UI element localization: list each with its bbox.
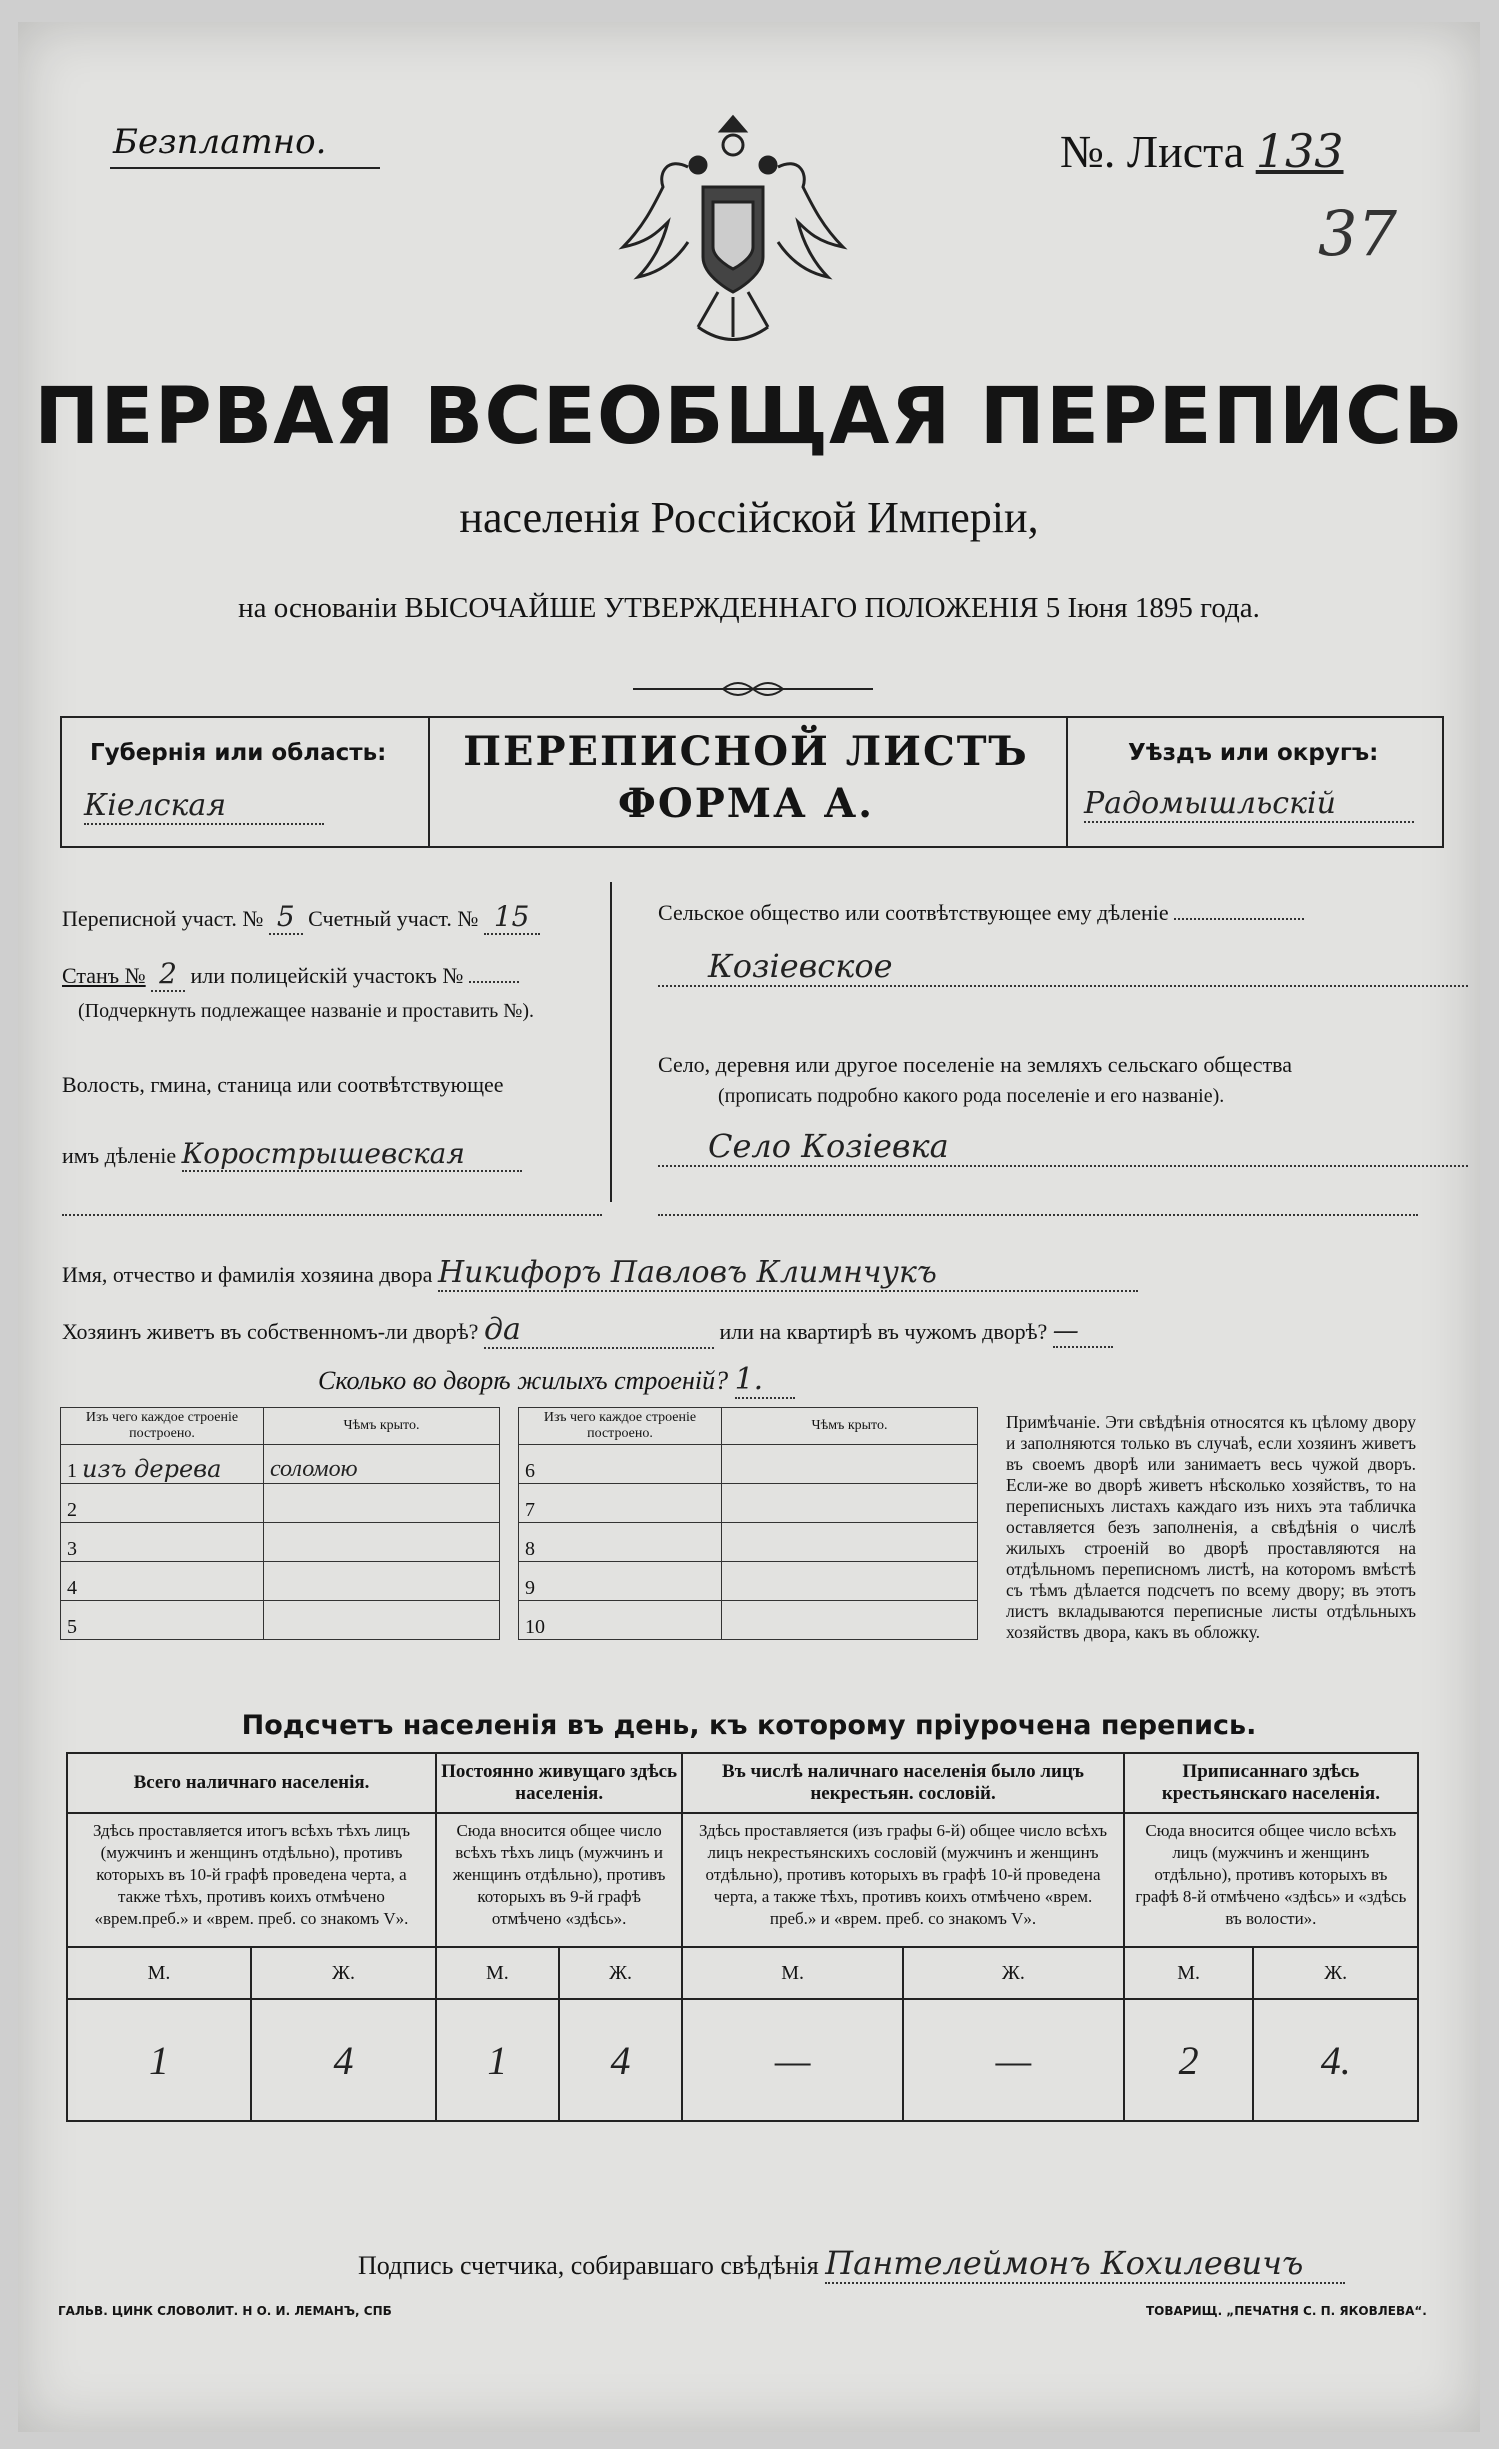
buildings-line — [318, 1362, 795, 1399]
row-roof — [722, 1523, 978, 1562]
stan-label: Станъ № — [62, 963, 146, 988]
table-row — [61, 1601, 500, 1640]
owner-rent-value: — — [1053, 1316, 1113, 1348]
pop-header-2: Постоянно живущаго здѣсь населенія. — [436, 1753, 682, 1813]
table-row — [61, 1445, 500, 1484]
pop-header-3: Въ числѣ наличнаго населенія было лицъ некрестьян. сословій. — [682, 1753, 1124, 1813]
male-label: М. — [1124, 1947, 1254, 1999]
table-row — [519, 1445, 978, 1484]
pop-desc-3: Здѣсь проставляется (изъ графы 6-й) общее число всѣхъ лицъ некрестьянскихъ сословій (мужчинъ и женщинъ отдѣльно), противъ которыхъ въ графѣ 10-й проведена черта, а также тѣхъ, противъ коихъ отмѣчено «врем. преб.» и «врем. преб. со знакомъ V». — [682, 1813, 1124, 1947]
male-label: М. — [682, 1947, 903, 1999]
uezd-label: Уѣздъ или округъ: — [1128, 740, 1379, 766]
society-value: Козіевское — [658, 947, 1468, 987]
gubernia-box — [60, 716, 430, 848]
society-blank — [1174, 918, 1304, 920]
row-number: 2 — [67, 1499, 77, 1521]
female-label: Ж. — [903, 1947, 1124, 1999]
row-roof — [722, 1445, 978, 1484]
material-header: Изъ чего каждое строеніе построено. — [61, 1408, 264, 1445]
table-row — [61, 1562, 500, 1601]
stan-line — [62, 957, 519, 990]
row-number: 6 — [519, 1445, 722, 1484]
table-row — [61, 1484, 500, 1523]
row-number: 10 — [519, 1601, 722, 1640]
pop-value-f-4: 4. — [1253, 1999, 1418, 2121]
imprint-left: ГАЛЬВ. ЦИНК СЛОВОЛИТ. Н О. И. ЛЕМАНЪ, СПБ — [58, 2304, 392, 2318]
pop-header-1: Всего наличнаго населенія. — [67, 1753, 436, 1813]
village-value: Село Козіевка — [658, 1127, 1468, 1167]
buildings-table-left — [60, 1407, 500, 1640]
census-district-value: 5 — [269, 900, 303, 935]
free-underline — [110, 167, 380, 169]
female-label: Ж. — [559, 1947, 682, 1999]
pop-value-m-3: — — [682, 1999, 903, 2121]
stan-note: (Подчеркнуть подлежащее названіе и проставить №). — [78, 1000, 534, 1022]
signature-line — [358, 2244, 1345, 2284]
row-number: 8 — [519, 1523, 722, 1562]
table-row — [519, 1562, 978, 1601]
female-label: Ж. — [251, 1947, 436, 1999]
pop-value-m-2: 1 — [436, 1999, 559, 2121]
row-number: 9 — [519, 1562, 722, 1601]
pop-header-4: Приписаннаго здѣсь крестьянскаго населенія. — [1124, 1753, 1418, 1813]
row-roof — [264, 1484, 500, 1523]
row-roof — [264, 1523, 500, 1562]
pop-desc-2: Сюда вносится общее число всѣхъ тѣхъ лицъ (мужчинъ и женщинъ отдѣльно), противъ которыхъ въ 9-й графѣ отмѣчено «здѣсь». — [436, 1813, 682, 1947]
row-roof — [264, 1562, 500, 1601]
row-number: 7 — [519, 1484, 722, 1523]
village-label: Село, деревня или другое поселеніе на земляхъ сельскаго общества — [658, 1052, 1293, 1077]
row-number: 5 — [67, 1616, 77, 1638]
signature-value: Пантелеймонъ Кохилевичъ — [825, 2244, 1345, 2284]
counting-district-value: 15 — [484, 900, 540, 935]
row-roof: соломою — [264, 1445, 500, 1484]
stan-blank — [469, 981, 519, 983]
table-row — [61, 1523, 500, 1562]
gubernia-label: Губернія или область: — [90, 740, 387, 766]
imprint-right: ТОВАРИЩ. „ПЕЧАТНЯ С. П. ЯКОВЛЕВА“. — [1146, 2304, 1427, 2318]
decree-line: на основаніи ВЫСОЧАЙШЕ УТВЕРЖДЕННАГО ПОЛОЖЕНІЯ 5 Іюня 1895 года. — [238, 592, 1260, 624]
table-row — [519, 1601, 978, 1640]
row-number: 1 — [67, 1460, 77, 1482]
form-label: ФОРМА А. — [617, 780, 875, 827]
table-row — [519, 1523, 978, 1562]
owner-name-line — [62, 1255, 1138, 1292]
census-sheet — [18, 22, 1480, 2432]
stan-value: 2 — [151, 957, 185, 992]
ornament-divider — [633, 677, 873, 701]
free-label: Безплатно. — [113, 122, 327, 162]
sheet-number-label — [1060, 124, 1344, 178]
male-label: М. — [67, 1947, 251, 1999]
row-roof — [264, 1601, 500, 1640]
village-note: (прописать подробно какого рода поселеніе и его названіе). — [718, 1085, 1225, 1107]
owner-lives-value: да — [484, 1312, 714, 1349]
society-label-text: Сельское общество или соотвѣтствующее ему дѣленіе — [658, 900, 1169, 925]
note-text: Примѣчаніе. Эти свѣдѣнія относятся къ цѣлому двору и заполняются только въ случаѣ, если хозяинъ живетъ въ своемъ дворѣ или занимаетъ весь чужой дворъ. Если-же во дворѣ живетъ нѣсколько хозяйствъ, то на переписныхъ листахъ каждаго изъ нихъ эта табличка оставляется безъ заполненія, а свѣдѣнія о числѣ жилыхъ строеній во дворѣ проставляются на отдѣльномъ переписномъ листѣ, на которомъ вмѣстѣ съ тѣмъ дѣлается подсчетъ по всему двору; въ этотъ листъ вкладываются переписные листы отдѣльныхъ хозяйствъ двора, какъ въ обложку. — [1006, 1412, 1416, 1642]
column-divider — [610, 882, 612, 1202]
sheet-title: ПЕРЕПИСНОЙ ЛИСТЪ — [463, 728, 1029, 775]
row-number: 3 — [67, 1538, 77, 1560]
buildings-value: 1. — [735, 1362, 795, 1399]
stan-rest: или полицейскій участокъ № — [190, 963, 464, 988]
signature-label: Подпись счетчика, собиравшаго свѣдѣнія — [358, 2251, 819, 2280]
buildings-label: Сколько во дворѣ жилыхъ строеній? — [318, 1366, 729, 1395]
counting-district-label: Счетный участ. № — [308, 906, 479, 931]
uezd-box — [1066, 716, 1444, 848]
sheet-title-box — [426, 716, 1066, 848]
page-title: ПЕРВАЯ ВСЕОБЩАЯ ПЕРЕПИСЬ — [34, 372, 1464, 462]
volost-blank-line — [62, 1214, 602, 1216]
row-material: изъ дерева — [82, 1455, 222, 1483]
pop-value-f-1: 4 — [251, 1999, 436, 2121]
society-label — [658, 900, 1304, 926]
uezd-value: Радомышльскій — [1084, 786, 1414, 823]
owner-name-label: Имя, отчество и фамилія хозяина двора — [62, 1262, 433, 1287]
roof-header: Чѣмъ крыто. — [722, 1408, 978, 1445]
page-subtitle: населенія Россійской Имперіи, — [459, 493, 1039, 542]
pop-value-f-3: — — [903, 1999, 1124, 2121]
row-roof — [722, 1484, 978, 1523]
owner-lives-line — [62, 1312, 1113, 1349]
female-label: Ж. — [1253, 1947, 1418, 1999]
owner-rent-label: или на квартирѣ въ чужомъ дворѣ? — [719, 1319, 1048, 1344]
row-roof — [722, 1562, 978, 1601]
volost-label2: имъ дѣленіе — [62, 1143, 177, 1168]
pop-value-m-4: 2 — [1124, 1999, 1254, 2121]
double-headed-eagle-icon — [618, 107, 848, 357]
volost-line — [62, 1137, 522, 1172]
population-table — [66, 1752, 1419, 2122]
pop-desc-4: Сюда вносится общее число всѣхъ лицъ (мужчинъ и женщинъ отдѣльно), противъ которыхъ въ графѣ 8-й отмѣчено «здѣсь» и «здѣсь въ волости». — [1124, 1813, 1418, 1947]
census-district — [62, 900, 540, 933]
material-header: Изъ чего каждое строеніе построено. — [519, 1408, 722, 1445]
table-row — [519, 1484, 978, 1523]
pop-value-m-1: 1 — [67, 1999, 251, 2121]
sheet-number: 133 — [1255, 124, 1344, 178]
volost-value: Корострышевская — [182, 1137, 522, 1172]
census-district-label: Переписной участ. № — [62, 906, 264, 931]
row-number: 4 — [67, 1577, 77, 1599]
gubernia-value: Кіелская — [84, 788, 324, 825]
owner-lives-label: Хозяинъ живетъ въ собственномъ-ли дворѣ? — [62, 1319, 479, 1344]
population-title: Подсчетъ населенія въ день, къ которому пріурочена перепись. — [241, 1710, 1257, 1741]
roof-header: Чѣмъ крыто. — [264, 1408, 500, 1445]
village-blank-line — [658, 1214, 1418, 1216]
buildings-table-right — [518, 1407, 978, 1640]
male-label: М. — [436, 1947, 559, 1999]
pop-desc-1: Здѣсь проставляется итогъ всѣхъ тѣхъ лицъ (мужчинъ и женщинъ отдѣльно), противъ которыхъ въ 10-й графѣ проведена черта, а также тѣхъ, противъ коихъ отмѣчено «врем.преб.» и «врем. преб. со знакомъ V». — [67, 1813, 436, 1947]
owner-name-value: Никифоръ Павловъ Климнчукъ — [438, 1255, 1138, 1292]
row-roof — [722, 1601, 978, 1640]
sheet-label: №. Листа — [1060, 126, 1245, 177]
volost-label: Волость, гмина, станица или соотвѣтствующее — [62, 1072, 504, 1097]
pop-value-f-2: 4 — [559, 1999, 682, 2121]
sheet-number-handwritten: 37 — [1318, 197, 1397, 270]
